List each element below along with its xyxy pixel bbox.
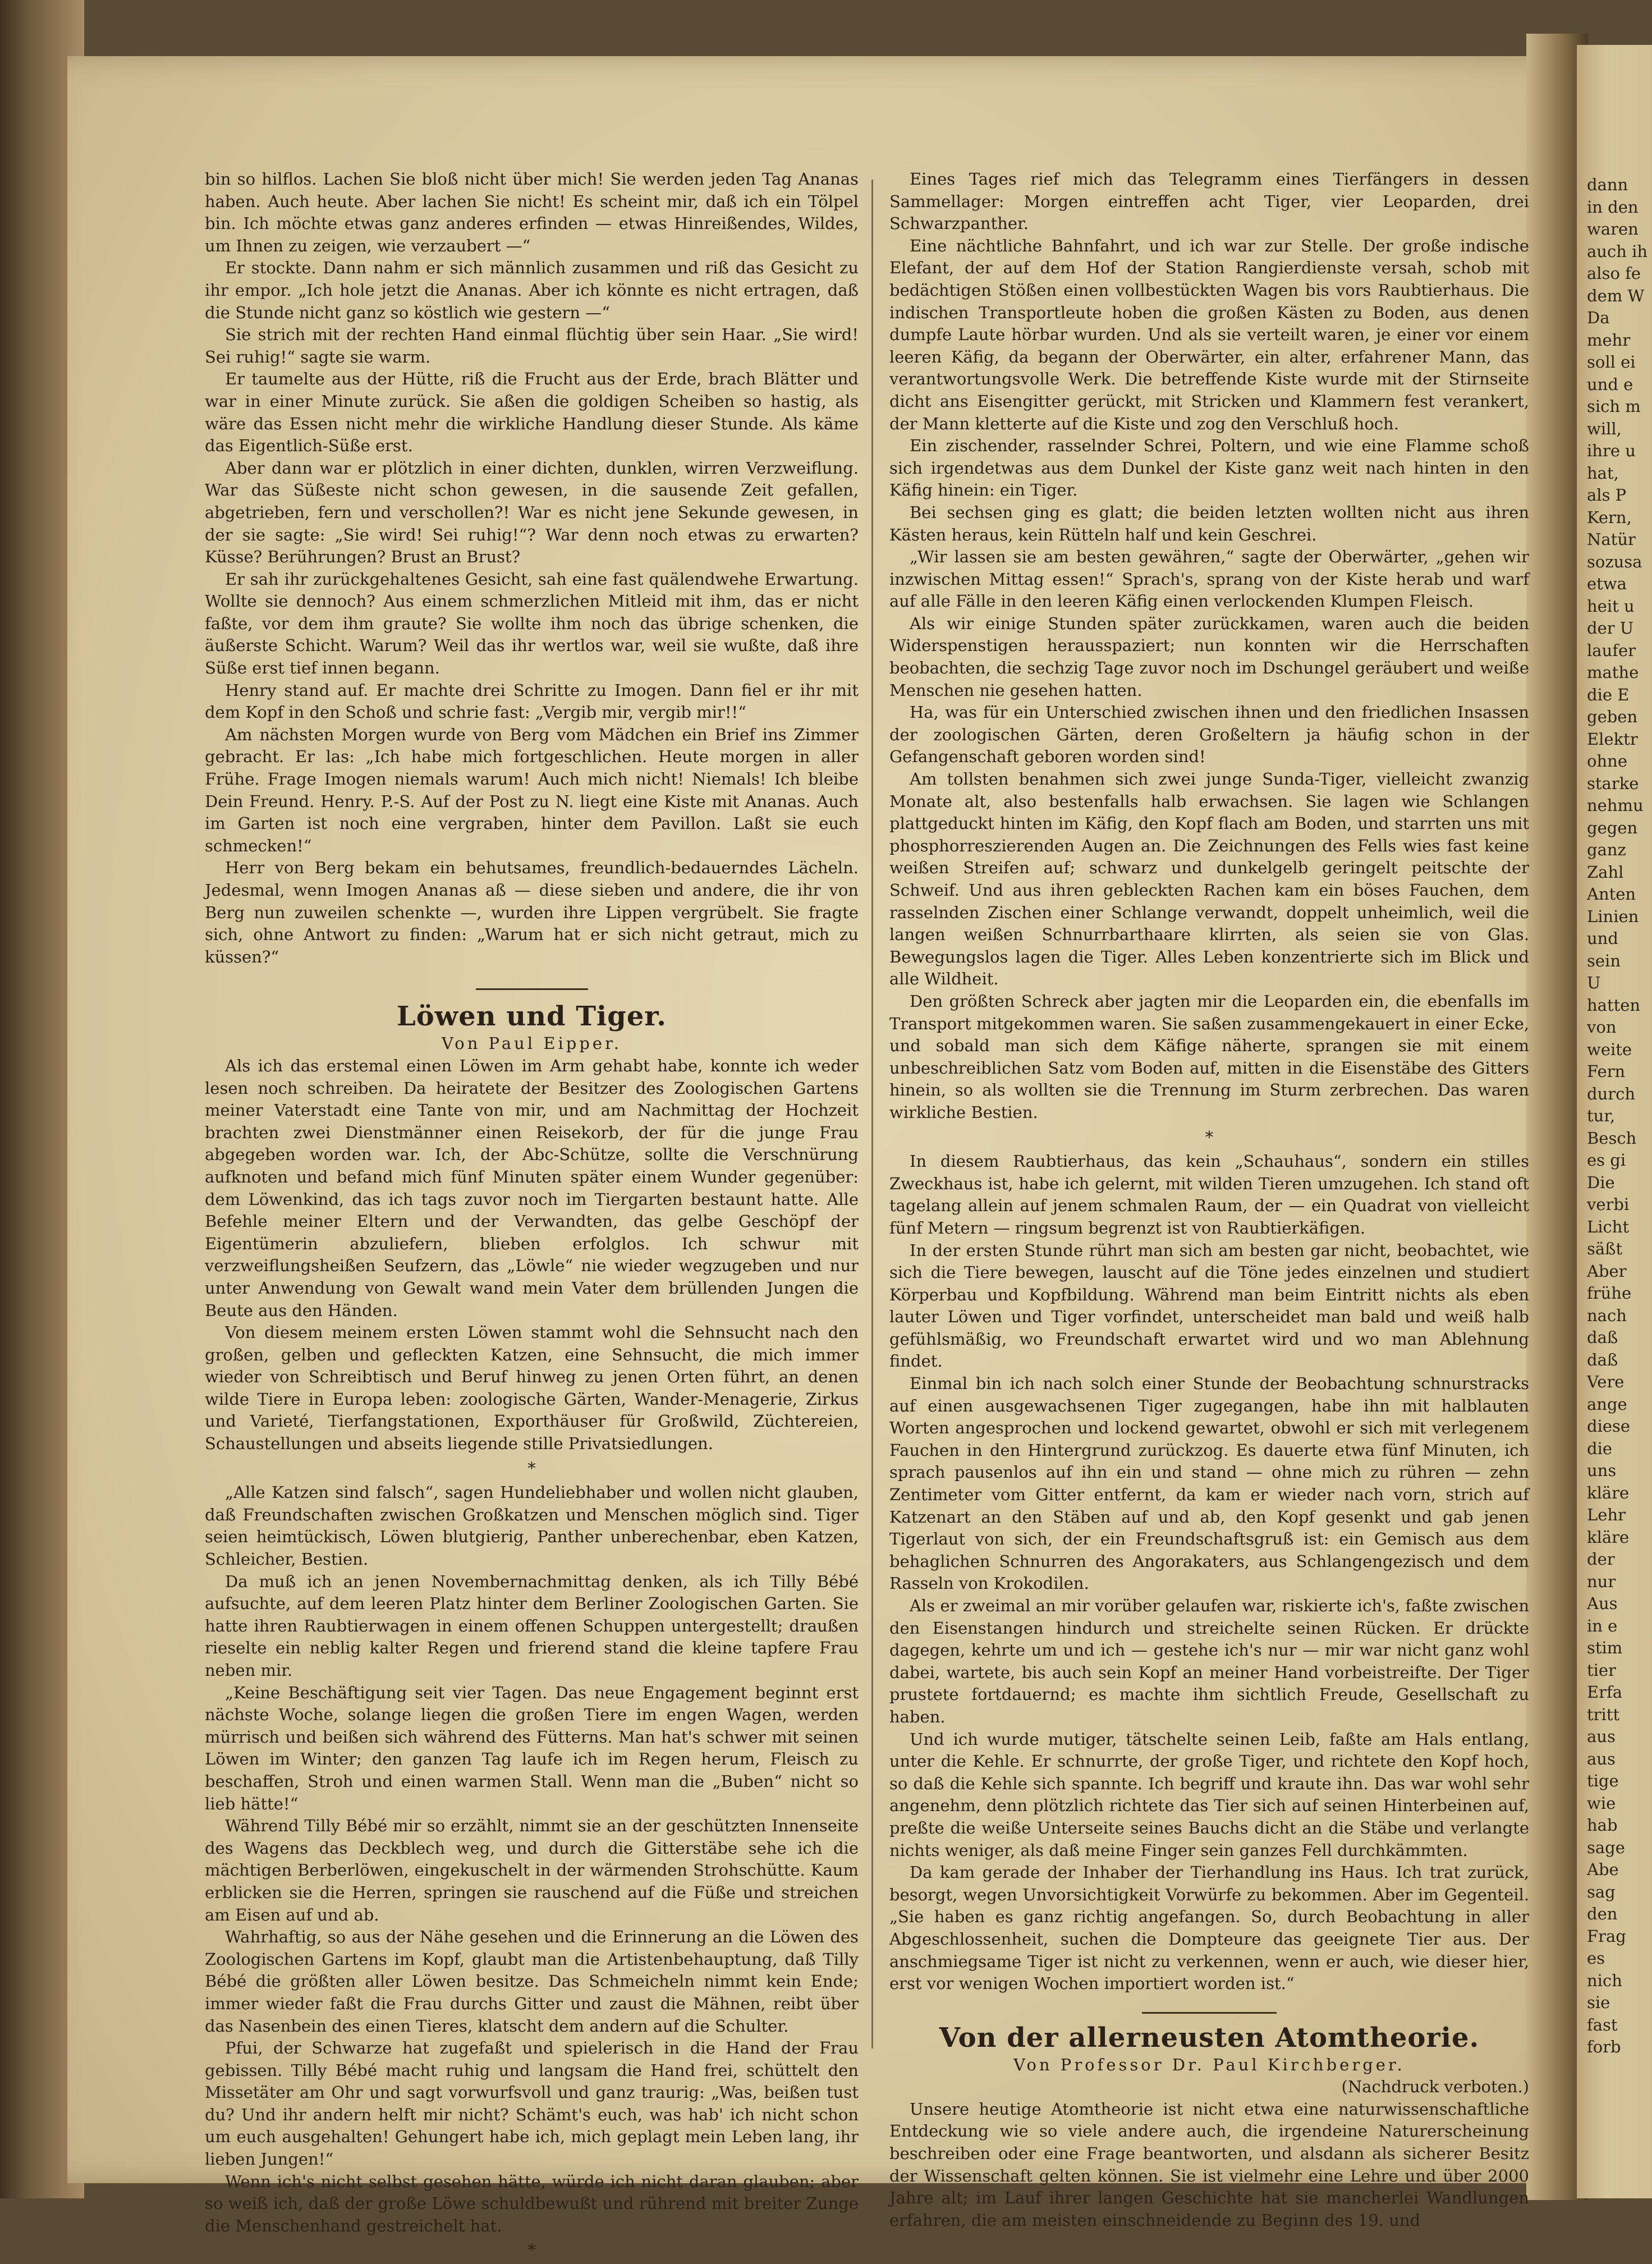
facing-page-text-fragments	[1587, 174, 1652, 2059]
facing-page-line: Vere	[1587, 1372, 1625, 1391]
facing-page-line: nich	[1587, 1970, 1622, 1990]
paragraph: Als ich das erstemal einen Löwen im Arm gehabt habe, konnte ich weder lesen noch schreiben. Da heiratete der Besitzer des Zoologischen Gartens meiner Vaterstadt eine Tante von mir, und am Nachmittag der Hochzeit brachten zwei Dienstmänner einen Reisekorb, der für die junge Frau abgegeben worden war. Ich, der Abc-Schütze, sollte die Verschnürung aufknoten und befand mich fünf Minuten später einem Wunder gegenüber: dem Löwenkind, das ich tags zuvor noch im Tiergarten bestaunt hatte. Alle Befehle meiner Eltern und der Verwandten, das gelbe Geschöpf der Eigentümerin abzuliefern, blieben erfolglos. Ich schwur mit verzweiflungsheißen Seufzern, das „Löwle“ nie wieder wegzugeben und nur unter Anwendung von Gewalt wand mein Vater dem brüllenden Jungen die Beute aus den Händen.	[205, 1056, 859, 1320]
facing-page-line: dann	[1587, 175, 1628, 194]
paragraph: In der ersten Stunde rührt man sich am besten gar nicht, beobachtet, wie sich die Tiere bewegen, lauscht auf die Töne jedes einzelnen und studiert Körperbau und Kopfbildung. Während man beim Eintritt nichts als eben lauter Löwen und Tiger vorfindet, unterscheidet man bald und weiß halb gefühlsmäßig, wo Freundschaft erwartet wird und wo man Ablehnung findet.	[889, 1240, 1529, 1371]
right-column	[889, 168, 1529, 2231]
facing-page-strip	[1577, 45, 1652, 2198]
facing-page-line: tier	[1587, 1660, 1616, 1680]
paragraph: Herr von Berg bekam ein behutsames, freundlich-bedauerndes Lächeln. Jedesmal, wenn Imogen Ananas aß — diese sieben und andere, die ihr von Berg nun zuweilen schenkte —, wurden ihre Lippen vergrübelt. Sie fragte sich, ohne Antwort zu finden: „Warum hat er sich nicht getraut, mich zu küssen?“	[205, 858, 859, 966]
facing-page-line: Aber	[1587, 1261, 1627, 1281]
facing-page-line: tige	[1587, 1771, 1619, 1790]
facing-page-line: Besch	[1587, 1128, 1637, 1148]
paragraph: Da muß ich an jenen Novembernachmittag denken, als ich Tilly Bébé aufsuchte, auf dem leeren Platz hinter dem Berliner Zoologischen Garten. Sie hatte ihren Raubtierwagen in einem offenen Schuppen untergestellt; draußen rieselte ein neblig kalter Regen und frierend stand die kleine tapfere Frau neben mir.	[205, 1571, 859, 1680]
paragraph: Den größten Schreck aber jagten mir die Leoparden ein, die ebenfalls im Transport mitgekommen waren. Sie saßen zusammengekauert in einer Ecke, und sobald man sich dem Käfige näherte, sprangen sie mit einem unbeschreiblichen Satz vom Boden auf, mitten in die Eisenstäbe des Gitters hinein, so als wollten sie die Trennung im Sturm zerbrechen. Das waren wirkliche Bestien.	[889, 991, 1529, 1122]
facing-page-line: daß	[1587, 1350, 1618, 1369]
paragraph: Während Tilly Bébé mir so erzählt, nimmt sie an der geschützten Innenseite des Wagens das Deckblech weg, und durch die Gitterstäbe sehe ich die mächtigen Berberlöwen, eingekuschelt in der wärmenden Strohschütte. Kaum erblicken sie die Herren, springen sie rauschend auf die Füße und streichen am Eisen auf und ab.	[205, 1816, 859, 1924]
facing-page-line: hat,	[1587, 463, 1619, 483]
facing-page-line: der U	[1587, 618, 1634, 638]
facing-page-line: etwa	[1587, 574, 1627, 593]
facing-page-line: säßt	[1587, 1239, 1623, 1258]
facing-page-line: von	[1587, 1018, 1617, 1037]
article-title-atomtheorie: Von der allerneusten Atomtheorie.	[939, 2022, 1480, 2054]
facing-page-line: weite	[1587, 1039, 1632, 1059]
paragraph: Eines Tages rief mich das Telegramm eines Tierfängers in dessen Sammellager: Morgen eintreffen acht Tiger, vier Leoparden, drei Schwarzpanther.	[889, 169, 1529, 233]
facing-page-line: tritt	[1587, 1704, 1620, 1724]
facing-page-line: es gi	[1587, 1151, 1626, 1170]
facing-page-line: der	[1587, 1550, 1615, 1569]
facing-page-line: sich m	[1587, 397, 1641, 416]
facing-page-line: als P	[1587, 485, 1627, 505]
facing-page-line: nach	[1587, 1305, 1627, 1325]
facing-page-line: Abe	[1587, 1860, 1619, 1879]
facing-page-line: auch ih	[1587, 241, 1648, 261]
facing-page-line: kläre	[1587, 1483, 1630, 1502]
facing-page-line: heit u	[1587, 596, 1635, 616]
section-star: *	[527, 2240, 536, 2260]
article-body-part-4	[889, 1151, 1529, 1995]
facing-page-line: geben	[1587, 707, 1638, 726]
paragraph: Unsere heutige Atomtheorie ist nicht etwa eine naturwissenschaftliche Entdeckung wie so viele andere auch, die irgendeine Naturerscheinung beschreiben oder eine Frage beantworten, und alsdann als sicherer Besitz der Wissenschaft gelten können. Sie ist vielmehr eine Lehre und über 2000 Jahre alt; im Lauf ihrer langen Geschichte hat sie mancherlei Wandlungen erfahren, die am meisten einschneidende zu Beginn des 19. und	[889, 2099, 1529, 2230]
paragraph: Henry stand auf. Er machte drei Schritte zu Imogen. Dann fiel er ihr mit dem Kopf in den Schoß und schrie fast: „Vergib mir, vergib mir!!“	[205, 680, 859, 722]
facing-page-line: die	[1587, 1438, 1613, 1458]
paragraph: Wenn ich's nicht selbst gesehen hätte, würde ich nicht daran glauben; aber so weiß ich, daß der große Löwe schuldbewußt und rührend mit breiter Zunge die Menschenhand gestreichelt hat.	[205, 2171, 859, 2235]
paragraph: Er taumelte aus der Hütte, riß die Frucht aus der Erde, brach Blätter und war in einer Minute zurück. Sie aßen die goldigen Scheiben so hastig, als wäre das Essen nicht mehr die wirkliche Handlung dieser Stunde. Als käme das Eigentlich-Süße erst.	[205, 369, 859, 456]
facing-page-line: Licht	[1587, 1217, 1630, 1236]
paragraph: Einmal bin ich nach solch einer Stunde der Beobachtung schnurstracks auf einen ausgewachsenen Tiger zugegangen, habe ihn mit halblauten Worten angesprochen und lockend gewartet, obwohl er sich mit verlegenem Fauchen in den Hintergrund zurückzog. Es dauerte etwa fünf Minuten, ich sprach pausenlos auf ihn ein und stand — ohne mich zu rühren — zehn Zentimeter vom Gitter entfernt, da kam er wieder nach vorn, strich auf Katzenart an den Stäben auf und ab, den Kopf gesenkt und gab jenen Tigerlaut von sich, der ein Freundschaftsgruß ist: ein Gemisch aus dem behaglichen Schnurren des Angorakaters, aus Schlangengezisch und dem Rasseln von Krokodilen.	[889, 1374, 1529, 1593]
section-rule	[1142, 2012, 1277, 2014]
facing-page-line: also fe	[1587, 264, 1641, 283]
section-rule	[476, 988, 588, 990]
facing-page-line: und	[1587, 929, 1618, 948]
article-body-part-3	[889, 168, 1529, 1124]
paragraph: Da kam gerade der Inhaber der Tierhandlung ins Haus. Ich trat zurück, besorgt, wegen Unvorsichtigkeit Vorwürfe zu bekommen. Aber im Gegenteil. „Sie haben es ganz richtig angefangen. So, durch Beobachtung in aller Abgeschlossenheit, suchen die Dompteure das geeignete Tier aus. Der anschmiegsame Tiger ist nicht zu verkennen, wenn er auch, wie dieser hier, erst vor wenigen Wochen importiert worden ist.“	[889, 1863, 1529, 1993]
article-title-loewen-tiger: Löwen und Tiger.	[397, 1001, 667, 1033]
facing-page-line: ohne	[1587, 751, 1627, 771]
facing-page-line: hab	[1587, 1816, 1618, 1835]
facing-page-line: laufer	[1587, 640, 1636, 660]
section-star: *	[527, 1458, 536, 1478]
facing-page-line: U	[1587, 973, 1601, 992]
facing-page-line: aus	[1587, 1749, 1616, 1768]
paragraph: Aber dann war er plötzlich in einer dichten, dunklen, wirren Verzweiflung. War das Süßeste nicht schon gewesen, in die sausende Zeit gefallen, abgetrieben, fern und verschollen?! War es nicht jene Sekunde gewesen, in der sie sagte: „Sie wird! Sei ruhig!“? War denn noch etwas zu erwarten? Küsse? Berührungen? Brust an Brust?	[205, 458, 859, 567]
paragraph: In diesem Raubtierhaus, das kein „Schauhaus“, sondern ein stilles Zweckhaus ist, habe ich gelernt, mit wilden Tieren umzugehen. Ich stand oft tagelang allein auf jenem schmalen Raum, der — ein Quadrat von vielleicht fünf Metern — ringsum begrenzt ist von Raubtierkäfigen.	[889, 1152, 1529, 1238]
facing-page-line: Natür	[1587, 530, 1636, 549]
facing-page-line: Kern,	[1587, 507, 1632, 527]
facing-page-line: sozusa	[1587, 552, 1642, 571]
left-column	[205, 168, 859, 2264]
facing-page-line: stim	[1587, 1638, 1623, 1657]
facing-page-line: Lehr	[1587, 1505, 1626, 1524]
facing-page-line: nehmu	[1587, 796, 1644, 815]
paragraph: Ein zischender, rasselnder Schrei, Poltern, und wie eine Flamme schoß sich irgendetwas aus dem Dunkel der Kiste ganz weit nach hinten in den Käfig hinein: ein Tiger.	[889, 436, 1529, 500]
article2-body	[889, 2098, 1529, 2232]
facing-page-line: starke	[1587, 773, 1639, 793]
facing-page-line: Erfa	[1587, 1683, 1623, 1702]
facing-page-line: Aus	[1587, 1594, 1618, 1613]
facing-page-line: ange	[1587, 1394, 1627, 1414]
facing-page-line: Linien	[1587, 906, 1639, 926]
paragraph: Als wir einige Stunden später zurückkamen, waren auch die beiden Widerspenstigen herausspaziert; nun konnten wir die Herrschaften beobachten, die sechzig Tage zuvor noch im Dschungel geräubert und weiße Menschen nie gesehen hatten.	[889, 613, 1529, 700]
facing-page-line: diese	[1587, 1417, 1631, 1436]
facing-page-line: frühe	[1587, 1284, 1632, 1303]
facing-page-line: mathe	[1587, 663, 1639, 682]
paragraph: Wahrhaftig, so aus der Nähe gesehen und die Erinnerung an die Löwen des Zoologischen Gartens im Kopf, glaubt man die Artistenbehauptung, daß Tilly Bébé die größten aller Löwen besitze. Das Schmeicheln nimmt kein Ende; immer wieder faßt die Frau durchs Gitter und zaust die Mähnen, reibt über das Nasenbein des einen Tieres, klatscht dem andern auf die Schulter.	[205, 1927, 859, 2036]
facing-page-line: Zahl	[1587, 862, 1624, 882]
facing-page-line: verbi	[1587, 1195, 1630, 1214]
facing-page-line: und e	[1587, 374, 1633, 394]
article-body-part-2	[205, 1482, 859, 2237]
article2-byline: Von Professor Dr. Paul Kirchberger.	[1013, 2055, 1405, 2074]
facing-page-line: sag	[1587, 1882, 1616, 1901]
facing-page-line: Fern	[1587, 1062, 1626, 1081]
facing-page-line: durch	[1587, 1084, 1636, 1103]
facing-page-line: Die	[1587, 1172, 1615, 1192]
facing-page-line: die E	[1587, 685, 1630, 704]
facing-page-line: den	[1587, 1904, 1618, 1923]
facing-page-line: waren	[1587, 219, 1639, 239]
facing-page-line: dem W	[1587, 286, 1645, 305]
facing-page-line: kläre	[1587, 1527, 1630, 1547]
reprint-notice: (Nachdruck verboten.)	[1341, 2077, 1529, 2097]
facing-page-line: in den	[1587, 197, 1639, 217]
facing-page-line: wie	[1587, 1793, 1616, 1813]
facing-page-line: Elektr	[1587, 729, 1638, 749]
paragraph: Und ich wurde mutiger, tätschelte seinen Leib, faßte am Hals entlang, unter die Kehle. Er schnurrte, der große Tiger, und richtete den Kopf hoch, so daß die Kehle sich spannte. Ich begriff und kraute ihn. Das war wohl sehr angenehm, denn plötzlich richtete das Tier sich auf seinen Hinterbeinen auf, preßte die weiße Unterseite seines Bauchs dicht an die Stäbe und verlangte nichts weniger, als daß meine Finger sein ganzes Fell durchkämmten.	[889, 1729, 1529, 1860]
paragraph: Am nächsten Morgen wurde von Berg vom Mädchen ein Brief ins Zimmer gebracht. Er las: „Ich habe mich fortgeschlichen. Heute morgen in aller Frühe. Frage Imogen niemals warum! Auch mich nicht! Niemals! Ich bleibe Dein Freund. Henry. P.-S. Auf der Post zu N. liegt eine Kiste mit Ananas. Auch im Garten ist noch eine vergraben, hinter dem Pavillon. Laßt sie euch schmecken!“	[205, 725, 859, 855]
facing-page-line: sage	[1587, 1837, 1625, 1857]
article-byline: Von Paul Eipper.	[442, 1034, 622, 1053]
facing-page-line: daß	[1587, 1328, 1618, 1347]
paragraph: Von diesem meinem ersten Löwen stammt wohl die Sehnsucht nach den großen, gelben und gefleckten Katzen, eine Sehnsucht, die mich immer wieder von Schreibtisch und Beruf hinweg zu jenen Orten führt, an denen wilde Tiere in Europa leben: zoologische Gärten, Wander-Menagerie, Zirkus und Varieté, Tierfangstationen, Exporthäuser für Großwild, Züchtereien, Schaustellungen und abseits liegende stille Privatsiedlungen.	[205, 1323, 859, 1454]
facing-page-line: nur	[1587, 1571, 1616, 1591]
facing-page-line: will,	[1587, 419, 1622, 438]
facing-page-line: tur,	[1587, 1106, 1616, 1125]
paragraph: bin so hilflos. Lachen Sie bloß nicht über mich! Sie werden jeden Tag Ananas haben. Auch heute. Aber lachen Sie nicht! Es scheint mir, daß ich ein Tölpel bin. Ich möchte etwas ganz anderes erfinden — etwas Hinreißendes, Wildes, um Ihnen zu zeigen, wie verzaubert —“	[205, 169, 859, 255]
section-star: *	[1205, 1127, 1214, 1147]
facing-page-line: soll ei	[1587, 352, 1636, 372]
facing-page-line: ihre u	[1587, 441, 1636, 460]
paragraph: Eine nächtliche Bahnfahrt, und ich war zur Stelle. Der große indische Elefant, der auf dem Hof der Station Rangierdienste versah, schob mit bedächtigen Stößen einen vollbestückten Wagen bis vors Raubtierhaus. Die indischen Transportleute hoben die großen Kästen zu Boden, aus denen dumpfe Laute hörbar wurden. Und als sie verteilt waren, je einer vor einem leeren Käfig, da begann der Oberwärter, ein alter, erfahrener Mann, das verantwortungsvolle Werk. Die betreffende Kiste wurde mit der Stirnseite dicht ans Eisengitter gerückt, mit Stricken und Klammern fest verankert, der Mann kletterte auf die Kiste und zog den Verschluß hoch.	[889, 236, 1529, 433]
facing-page-line: mehr	[1587, 330, 1631, 350]
paragraph: Am tollsten benahmen sich zwei junge Sunda-Tiger, vielleicht zwanzig Monate alt, also bestenfalls halb erwachsen. Sie lagen wie Schlangen plattgeduckt hinten im Käfig, den Kopf flach am Boden, und starrten uns mit phosphorreszierenden Augen an. Die Zeichnungen des Fells wies fast keine weißen Streifen auf; schwarz und dunkelgelb geringelt peitschte der Schweif. Und aus ihren gebleckten Rachen kam ein böses Fauchen, dem rasselnden Zischen einer Schlange verwandt, doppelt unheimlich, weil die langen weißen Schnurrbarthaare klirrten, als seien sie von Glas. Bewegungslos lagen die Tiger. Alles Leben konzentrierte sich im Blick und alle Wildheit.	[889, 769, 1529, 989]
article-body-part-1	[205, 1055, 859, 1455]
facing-page-line: aus	[1587, 1727, 1616, 1746]
facing-page-line: sie	[1587, 1993, 1610, 2012]
paragraph: Er stockte. Dann nahm er sich männlich zusammen und riß das Gesicht zu ihr empor. „Ich hole jetzt die Ananas. Aber ich könnte es nicht ertragen, daß die Stunde nicht ganz so köstlich wie gestern —“	[205, 258, 859, 322]
column-divider	[871, 180, 873, 2048]
facing-page-line: es	[1587, 1949, 1605, 1968]
facing-page-line: ganz	[1587, 840, 1626, 859]
paragraph: Ha, was für ein Unterschied zwischen ihnen und den friedlichen Insassen der zoologischen Gärten, deren Großeltern ja häufig schon in der Gefangenschaft geboren worden sind!	[889, 703, 1529, 767]
story-ending	[205, 168, 859, 968]
paragraph: „Keine Beschäftigung seit vier Tagen. Das neue Engagement beginnt erst nächste Woche, solange liegen die großen Tiere im engen Wagen, werden mürrisch und beißen sich während des Fütterns. Man hat's schwer mit seinen Löwen im Winter; den ganzen Tag laufe ich im Regen herum, Fleisch zu beschaffen, Stroh und einen warmen Stall. Wenn man die „Buben“ nicht so lieb hätte!“	[205, 1683, 859, 1813]
facing-page-line: sein	[1587, 951, 1621, 970]
paragraph: Pfui, der Schwarze hat zugefaßt und spielerisch in die Hand der Frau gebissen. Tilly Bébé macht ruhig und langsam die Hand frei, schüttelt den Missetäter am Ohr und sagt vorwurfsvoll und ganz traurig: „Was, beißen tust du? Und ihr andern helft mir nicht? Schämt's euch, was hab' ich nicht schon um euch ausgehalten! Gehungert habe ich, mich geplagt mein Leben lang, ihr lieben Jungen!“	[205, 2038, 859, 2169]
paragraph: Bei sechsen ging es glatt; die beiden letzten wollten nicht aus ihren Kästen heraus, kein Rütteln half und kein Geschrei.	[889, 502, 1529, 544]
facing-page-line: Frag	[1587, 1926, 1626, 1946]
facing-page-line: forb	[1587, 2037, 1621, 2056]
paragraph: Sie strich mit der rechten Hand einmal flüchtig über sein Haar. „Sie wird! Sei ruhig!“ sagte sie warm.	[205, 325, 859, 366]
facing-page-line: gegen	[1587, 818, 1638, 837]
paragraph: Als er zweimal an mir vorüber gelaufen war, riskierte ich's, faßte zwischen den Eisenstangen hindurch und streichelte seinen Rücken. Er drückte dagegen, kehrte um und ich — gestehe ich's nur — mir war nicht ganz wohl dabei, wartete, bis auch sein Kopf an meiner Hand vorbeistreifte. Der Tiger prustete fortdauernd; es machte ihm sichtlich Freude, Gesellschaft zu haben.	[889, 1596, 1529, 1726]
facing-page-line: Da	[1587, 308, 1610, 327]
facing-page-line: in e	[1587, 1616, 1618, 1635]
facing-page-line: Anten	[1587, 884, 1636, 904]
paragraph: Er sah ihr zurückgehaltenes Gesicht, sah eine fast quälendwehe Erwartung. Wollte sie dennoch? Aus einem schmerzlichen Mitleid mit ihm, das er nicht faßte, vor dem ihm graute? Sie wollte ihm noch das übrige schenken, die äußerste Schicht. Warum? Weil das ihr wertlos war, weil sie wußte, daß ihre Süße erst tief innen begann.	[205, 569, 859, 678]
facing-page-line: hatten	[1587, 995, 1641, 1015]
paragraph: „Wir lassen sie am besten gewähren,“ sagte der Oberwärter, „gehen wir inzwischen Mittag essen!“ Sprach's, sprang von der Kiste herab und warf auf alle Fälle in den leeren Käfig einen verlockenden Klumpen Fleisch.	[889, 547, 1529, 611]
facing-page-line: fast	[1587, 2015, 1618, 2034]
paragraph: „Alle Katzen sind falsch“, sagen Hundeliebhaber und wollen nicht glauben, daß Freundschaften zwischen Großkatzen und Menschen möglich sind. Tiger seien heimtückisch, Löwen blutgierig, Panther unberechenbar, eben Katzen, Schleicher, Bestien.	[205, 1483, 859, 1569]
facing-page-line: uns	[1587, 1461, 1617, 1480]
